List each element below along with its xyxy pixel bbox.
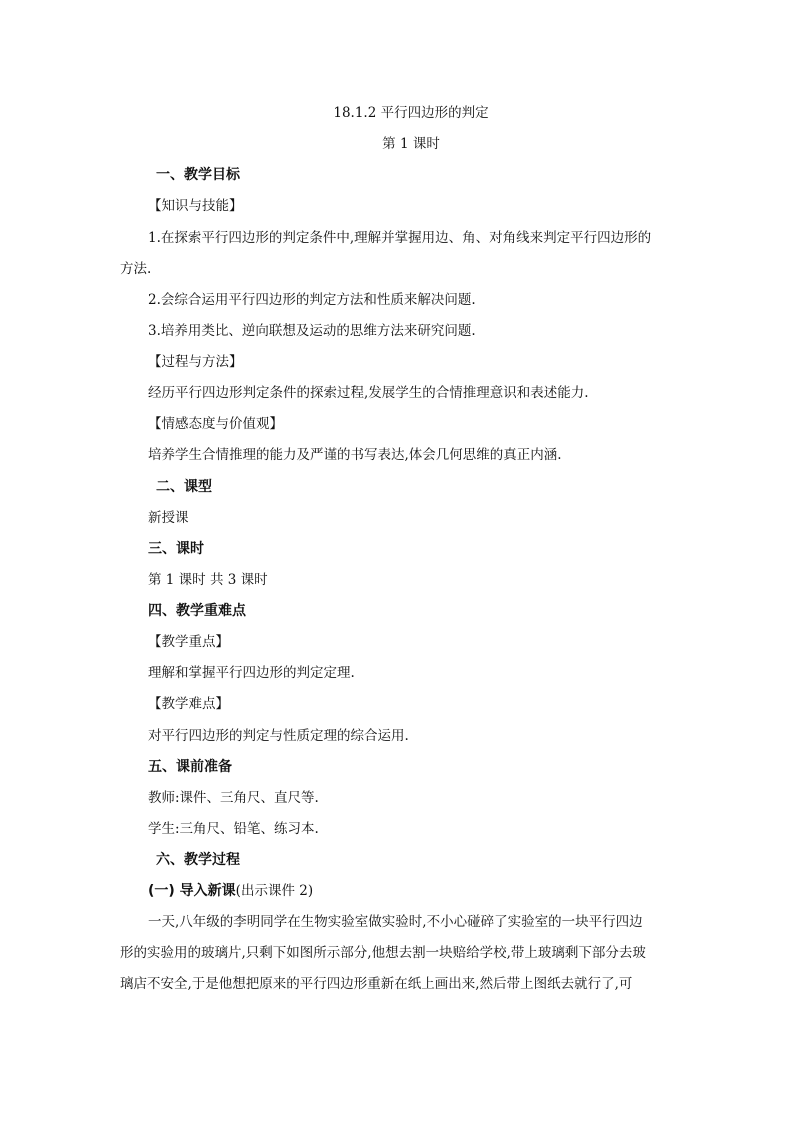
- section-heading-lesson-type: 二、课型: [156, 479, 212, 495]
- difficult-point-text: 对平行四边形的判定与性质定理的综合运用.: [148, 728, 409, 744]
- process-method-text: 经历平行四边形判定条件的探索过程,发展学生的合情推理意识和表述能力.: [148, 385, 589, 401]
- section-heading-objectives: 一、教学目标: [156, 167, 240, 183]
- section-heading-key-points: 四、教学重难点: [148, 603, 246, 619]
- subsection-intro-note: (出示课件 2): [235, 883, 314, 899]
- subsection-intro-title: (一) 导入新课: [148, 883, 236, 899]
- periods-text: 第 1 课时 共 3 课时: [148, 572, 268, 588]
- intro-paragraph-line-2: 形的实验用的玻璃片,只剩下如图所示部分,他想去割一块赔给学校,带上玻璃剩下部分去玻: [120, 945, 646, 961]
- section-heading-preparation: 五、课前准备: [148, 759, 232, 775]
- intro-paragraph-line-3: 璃店不安全,于是他想把原来的平行四边形重新在纸上画出来,然后带上图纸去就行了,可: [120, 976, 633, 992]
- label-difficult-point: 【教学难点】: [148, 696, 229, 712]
- doc-subtitle: 第 1 课时: [382, 136, 440, 152]
- objective-2: 2.会综合运用平行四边形的判定方法和性质来解决问题.: [148, 292, 476, 308]
- label-emotion-values: 【情感态度与价值观】: [148, 416, 283, 432]
- subsection-intro: [148, 881, 313, 901]
- preparation-teacher: 教师:课件、三角尺、直尺等.: [148, 790, 319, 806]
- label-key-point: 【教学重点】: [148, 634, 229, 650]
- objective-1-line-2: 方法.: [120, 261, 152, 277]
- lesson-type-text: 新授课: [148, 510, 189, 526]
- section-heading-process: 六、教学过程: [156, 852, 240, 868]
- key-point-text: 理解和掌握平行四边形的判定定理.: [148, 665, 355, 681]
- objective-1-line-1: 1.在探索平行四边形的判定条件中,理解并掌握用边、角、对角线来判定平行四边形的: [148, 230, 652, 246]
- emotion-values-text: 培养学生合情推理的能力及严谨的书写表达,体会几何思维的真正内涵.: [148, 447, 562, 463]
- doc-title: 18.1.2 平行四边形的判定: [333, 105, 489, 121]
- preparation-student: 学生:三角尺、铅笔、练习本.: [148, 821, 319, 837]
- intro-paragraph-line-1: 一天,八年级的李明同学在生物实验室做实验时,不小心碰碎了实验室的一块平行四边: [148, 914, 643, 930]
- section-heading-periods: 三、课时: [148, 541, 204, 557]
- label-process-method: 【过程与方法】: [148, 354, 243, 370]
- objective-3: 3.培养用类比、逆向联想及运动的思维方法来研究问题.: [148, 323, 476, 339]
- label-knowledge-skills: 【知识与技能】: [148, 198, 243, 214]
